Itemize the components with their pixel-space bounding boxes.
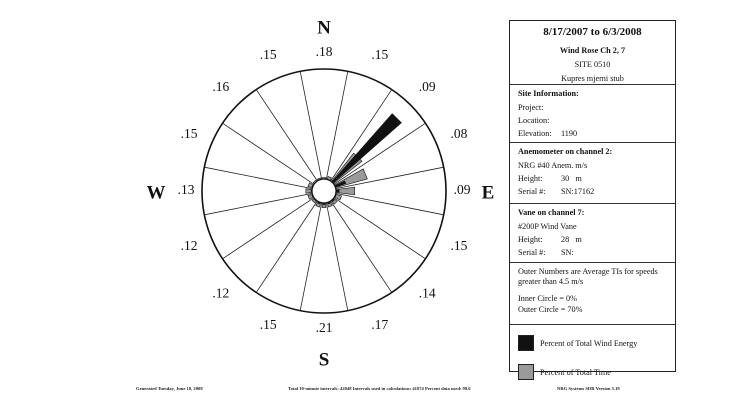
- vane-serial-row: [518, 246, 667, 259]
- vane-height-value: 28 m: [561, 235, 582, 244]
- ti-note: Outer Numbers are Average TIs for speeds greater than 4.5 m/s: [518, 267, 658, 286]
- footer-version: NRG Systems SDR Version 5.19: [557, 386, 620, 391]
- info-card: [509, 20, 676, 377]
- location-name: Kupres mjerni stub: [561, 74, 624, 83]
- site-info-title: Site Information:: [518, 89, 579, 98]
- vane-section: [510, 204, 675, 263]
- ti-label: .12: [212, 285, 230, 301]
- vane-height-key: Height:: [518, 235, 543, 244]
- location-key: Location:: [518, 116, 550, 125]
- notes-section: [510, 263, 675, 325]
- legend-time: [518, 362, 667, 382]
- outer-circle-note: Outer Circle = 70%: [518, 305, 583, 314]
- ti-label: .15: [180, 126, 198, 142]
- compass-n-label: N: [317, 17, 331, 39]
- ti-label: .15: [450, 237, 468, 253]
- ti-label: .21: [315, 320, 333, 336]
- compass-e-label: E: [481, 182, 495, 204]
- inner-circle: [312, 179, 336, 203]
- ti-label: .15: [259, 316, 277, 332]
- site-id: SITE 0510: [574, 60, 611, 69]
- compass-s-label: S: [318, 349, 330, 371]
- ti-label: .18: [315, 44, 333, 60]
- ti-label: .16: [212, 78, 230, 94]
- ti-label: .13: [177, 182, 195, 198]
- anemometer-height-value: 30 m: [561, 174, 582, 183]
- vane-model: #200P Wind Vane: [518, 222, 577, 231]
- project-key: Project:: [518, 103, 544, 112]
- ti-label: .14: [418, 285, 436, 301]
- anemometer-height-key: Height:: [518, 174, 543, 183]
- elevation-value: 1190: [561, 129, 578, 138]
- footer-intervals: Total 10-minute intervals: 42048 Intervals used in calculations: 41874 Percent data used: 99.6: [288, 386, 471, 391]
- ti-label: .17: [371, 316, 389, 332]
- legend-energy-swatch: [518, 335, 534, 351]
- ti-label: .08: [450, 126, 468, 142]
- location-row: [518, 114, 667, 127]
- anemometer-serial-key: Serial #:: [518, 187, 546, 196]
- legend-energy: [518, 333, 667, 353]
- anemometer-model: NRG #40 Anem. m/s: [518, 161, 588, 170]
- vane-serial-value: SN:: [561, 248, 574, 257]
- ti-label: .15: [259, 47, 277, 63]
- anemometer-title: Anemometer on channel 2:: [518, 147, 613, 156]
- anemometer-serial-value: SN:17162: [561, 187, 595, 196]
- footer-generated: Generated Tuesday, June 10, 2008: [136, 386, 203, 391]
- site-info-section: [510, 85, 675, 143]
- ti-label: .09: [418, 78, 436, 94]
- legend-time-label: Percent of Total Time: [540, 367, 611, 377]
- vane-title: Vane on channel 7:: [518, 208, 585, 217]
- anemometer-serial-row: [518, 185, 667, 198]
- anemometer-section: [510, 143, 675, 204]
- legend-energy-label: Percent of Total Wind Energy: [540, 338, 638, 348]
- chart-title: Wind Rose Ch 2, 7: [559, 46, 626, 55]
- legend-time-swatch: [518, 364, 534, 380]
- elevation-key: Elevation:: [518, 129, 552, 138]
- header-section: [510, 21, 675, 85]
- vane-height-row: [518, 233, 667, 246]
- ti-label: .15: [371, 47, 389, 63]
- ti-label: .12: [180, 237, 198, 253]
- compass-w-label: W: [146, 182, 166, 204]
- ti-label: .09: [453, 182, 471, 198]
- vane-serial-key: Serial #:: [518, 248, 546, 257]
- inner-circle-note: Inner Circle = 0%: [518, 294, 577, 303]
- elevation-row: [518, 127, 667, 140]
- legend-section: [510, 325, 675, 394]
- project-row: [518, 101, 667, 114]
- anemometer-height-row: [518, 172, 667, 185]
- date-range: 8/17/2007 to 6/3/2008: [543, 26, 642, 38]
